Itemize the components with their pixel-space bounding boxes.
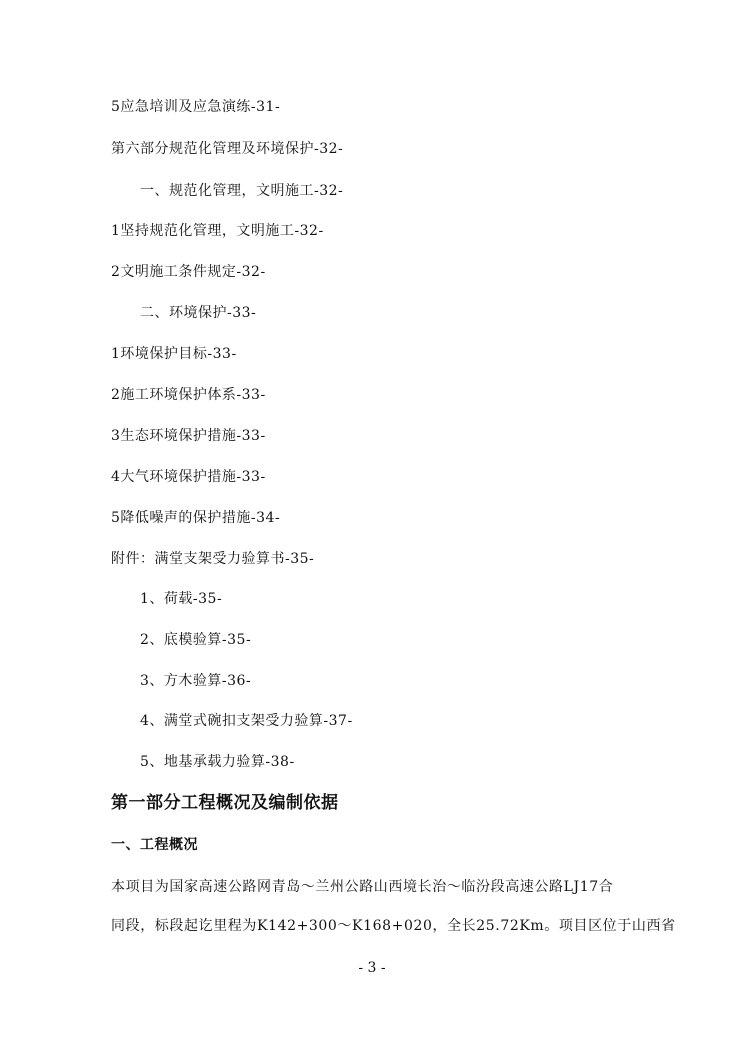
- page-number: - 3 -: [358, 960, 386, 976]
- section-subtitle: 一、工程概况: [111, 837, 198, 853]
- toc-entry: 2、底模验算-35-: [140, 632, 252, 648]
- toc-entry: 1坚持规范化管理，文明施工-32-: [111, 223, 324, 239]
- toc-entry: 附件：满堂支架受力验算书-35-: [111, 551, 315, 567]
- toc-entry: 5、地基承载力验算-38-: [140, 754, 295, 770]
- toc-entry: 1环境保护目标-33-: [111, 346, 237, 362]
- toc-entry: 4大气环境保护措施-33-: [111, 469, 266, 485]
- paragraph-line: 本项目为国家高速公路网青岛～兰州公路山西境长治～临汾段高速公路LJ17合: [111, 879, 614, 895]
- toc-entry: 2文明施工条件规定-32-: [111, 264, 266, 280]
- toc-entry: 4、满堂式碗扣支架受力验算-37-: [140, 713, 353, 729]
- paragraph-line: 同段，标段起讫里程为K142+300～K168+020，全长25.72Km。项目区位于山西省: [111, 918, 676, 934]
- toc-entry: 3、方木验算-36-: [140, 673, 252, 689]
- toc-entry: 1、荷载-35-: [140, 591, 223, 607]
- toc-entry: 5应急培训及应急演练-31-: [111, 99, 281, 115]
- toc-entry: 二、环境保护-33-: [140, 305, 257, 321]
- toc-entry: 第六部分规范化管理及环境保护-32-: [111, 141, 344, 157]
- section-title: 第一部分工程概况及编制依据: [111, 793, 339, 813]
- toc-entry: 5降低噪声的保护措施-34-: [111, 510, 281, 526]
- toc-entry: 2施工环境保护体系-33-: [111, 387, 266, 403]
- toc-entry: 一、规范化管理，文明施工-32-: [140, 183, 344, 199]
- toc-entry: 3生态环境保护措施-33-: [111, 428, 266, 444]
